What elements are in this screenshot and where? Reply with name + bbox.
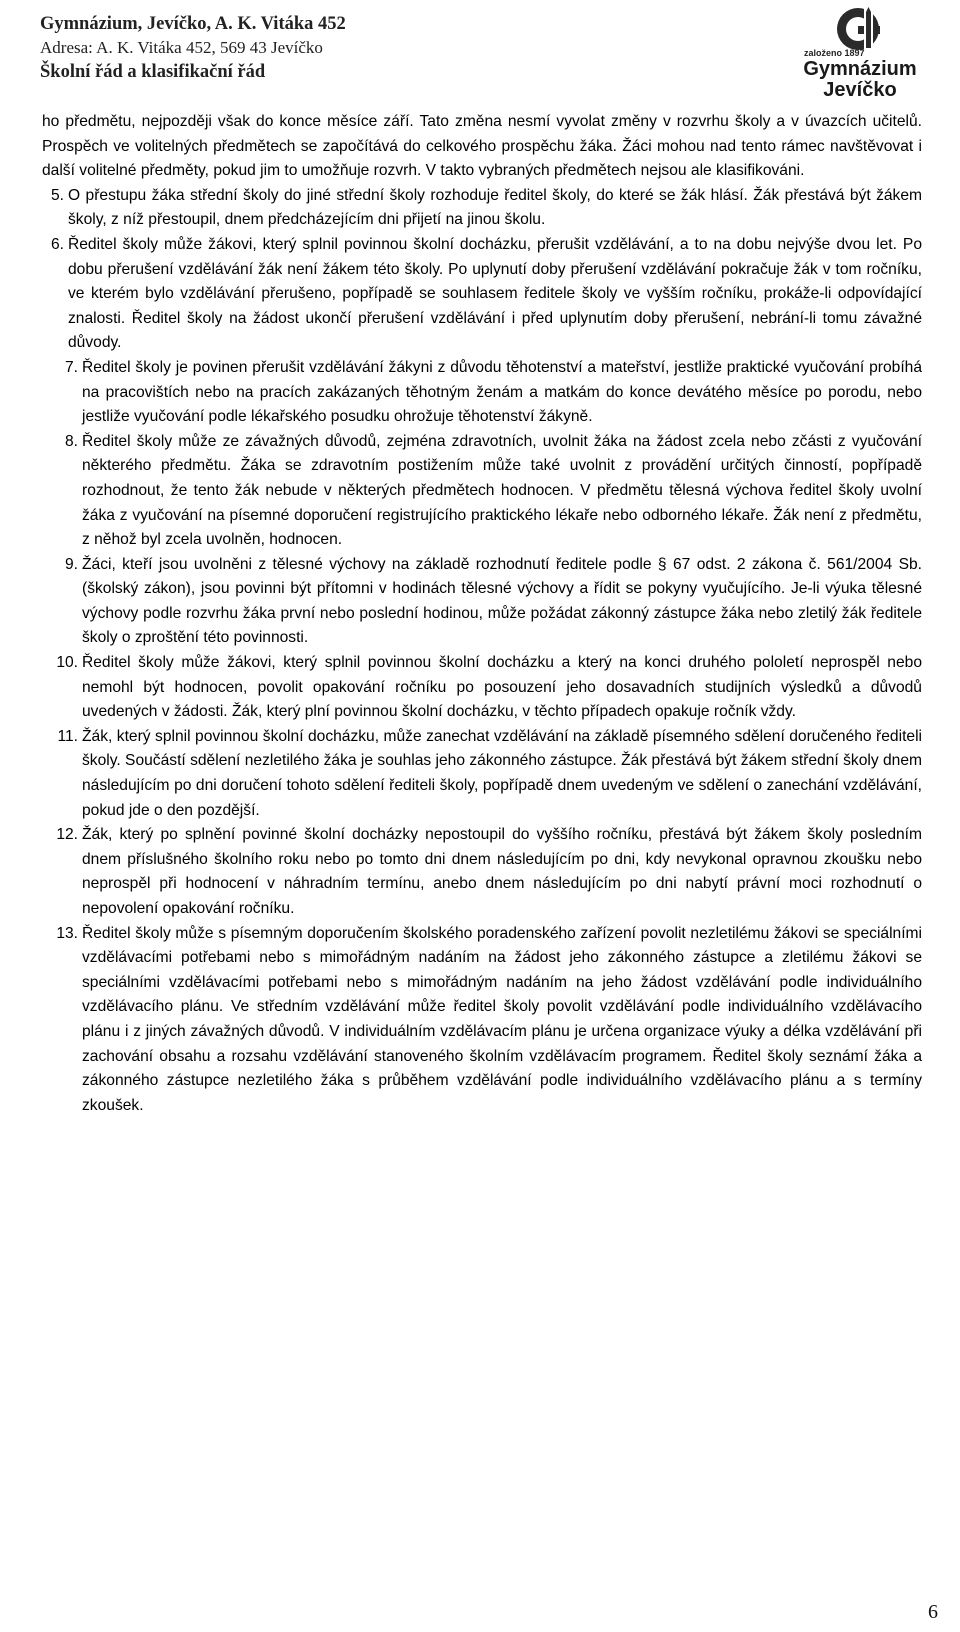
document-title: Školní řád a klasifikační řád bbox=[40, 62, 266, 82]
logo-name-line1: Gymnázium bbox=[803, 58, 917, 80]
list-item bbox=[42, 651, 922, 725]
logo-name-line2: Jevíčko bbox=[823, 79, 897, 101]
item-text: Ředitel školy je povinen přerušit vzdělávání žákyni z důvodu těhotenství a mateřství, jestliže praktické vyučování probíhá na pracovištích nebo na pracích zakázaných těhotným ženám a matkám do konce devátého měsíce po porodu, nebo jestliže vyučování podle lékařského posudku ohrožuje těhotenství žákyně. bbox=[82, 358, 922, 426]
item-text: Žáci, kteří jsou uvolněni z tělesné výchovy na základě rozhodnutí ředitele podle § 67 odst. 2 zákona č. 561/2004 Sb. (školský zákon), jsou povinni být přítomni v hodinách tělesné výchovy a řídit se pokyny vyučujícího. Je-li výuka tělesné výchovy podle rozvrhu žáka první nebo poslední hodinou, může požádat zákonný zástupce žáka nebo zletilý žák ředitele školy o zproštění této povinnosti. bbox=[82, 555, 922, 647]
item-number: 9. bbox=[64, 555, 78, 573]
logo-established: založeno 1897 bbox=[804, 48, 865, 58]
item-number: 5. bbox=[50, 186, 64, 204]
school-logo bbox=[800, 6, 920, 102]
item-text: Ředitel školy může žákovi, který splnil povinnou školní docházku, přerušit vzdělávání, a to na dobu nejvýše dvou let. Po dobu přerušení vzdělávání žák není žákem této školy. Po uplynutí doby přerušení vzdělávání pokračuje žák v tom ročníku, ve kterém bylo vzdělávání přerušeno, popřípadě se souhlasem ředitele školy ve vyšším ročníku, prokáže-li odpovídající znalosti. Ředitel školy na žádost ukončí přerušení vzdělávání i před uplynutím doby přerušení, nebrání-li tomu závažné důvody. bbox=[68, 235, 922, 352]
item-text: O přestupu žáka střední školy do jiné střední školy rozhoduje ředitel školy, do které se žák hlásí. Žák přestává být žákem školy, z níž přestoupil, dnem předcházejícím dni přijetí na jinou školu. bbox=[68, 186, 922, 229]
list-item bbox=[42, 553, 922, 651]
item-number: 12. bbox=[56, 826, 78, 844]
item-number: 6. bbox=[50, 235, 64, 253]
school-address: Adresa: A. K. Vitáka 452, 569 43 Jevíčko bbox=[40, 38, 323, 57]
list-item bbox=[42, 922, 922, 1119]
item-number: 8. bbox=[64, 432, 78, 450]
list-item bbox=[42, 356, 922, 430]
school-name: Gymnázium, Jevíčko, A. K. Vitáka 452 bbox=[40, 14, 346, 34]
list-item bbox=[42, 184, 922, 233]
page-number: 6 bbox=[928, 1601, 938, 1623]
school-info bbox=[40, 12, 346, 84]
item-text: Žák, který po splnění povinné školní docházky nepostoupil do vyššího ročníku, přestává být žákem školy posledním dnem příslušného školního roku nebo po tomto dni dnem následujícím po dni, kdy nevykonal opravnou zkoušku nebo neprospěl při hodnocení v náhradním termínu, anebo dnem následujícím po dni nabytí právní moci rozhodnutí o nepovolení opakování ročníku. bbox=[82, 826, 922, 917]
item-text: Ředitel školy může žákovi, který splnil povinnou školní docházku a který na konci druhého pololetí neprospěl nebo nemohl být hodnocen, povolit opakování ročníku po posouzení jeho dosavadních studijních výsledků a důvodů uvedených v žádosti. Žák, který plní povinnou školní docházku, v těchto případech opakuje ročník vždy. bbox=[82, 654, 922, 721]
item-number: 11. bbox=[57, 727, 78, 745]
item-number: 7. bbox=[64, 358, 78, 376]
item-number: 10. bbox=[56, 654, 78, 672]
item-text: Žák, který splnil povinnou školní docházku, může zanechat vzdělávání na základě písemného sdělení doručeného řediteli školy. Součástí sdělení nezletilého žáka je souhlas jeho zákonného zástupce. Žák přestává být žákem střední školy dnem následujícím po dni doručení tohoto sdělení řediteli školy, popřípadě dnem uvedeným ve sdělení o zanechání vzdělávání, pokud jde o den pozdější. bbox=[82, 727, 922, 819]
school-emblem-icon bbox=[828, 6, 892, 52]
intro-paragraph: ho předmětu, nejpozději však do konce měsíce září. Tato změna nesmí vyvolat změny v rozvrhu školy a v úvazcích učitelů. Prospěch ve volitelných předmětech se započítává do celkového prospěchu žáka. Žáci mohou nad tento rámec navštěvovat i další volitelné předměty, pokud jim to umožňuje rozvrh. V takto vybraných předmětech nejsou ale klasifikováni. bbox=[42, 113, 922, 180]
item-number: 13. bbox=[56, 924, 78, 942]
page-header bbox=[40, 12, 920, 101]
item-text: Ředitel školy může s písemným doporučením školského poradenského zařízení povolit nezletilému žákovi se speciálními vzdělávacími potřebami nebo s mimořádným nadáním na žádost jeho zákonného zástupce a zletilému žákovi se speciálními vzdělávacími potřebami nebo s mimořádným nadáním na jeho žádost vzdělávání podle individuálního vzdělávacího plánu. Ve středním vzdělávání může ředitel školy povolit vzdělávání podle individuálního vzdělávacího plánu i z jiných závažných důvodů. V individuálním vzdělávacím plánu je určena organizace výuky a délka vzdělávání při zachování obsahu a rozsahu vzdělávání stanoveného školním vzdělávacím programem. Ředitel školy seznámí žáka a zákonného zástupce nezletilého žáka s průběhem vzdělávání podle individuálního vzdělávacího plánu a s termíny zkoušek. bbox=[82, 924, 922, 1114]
list-item bbox=[42, 233, 922, 356]
document-body bbox=[42, 110, 922, 1118]
list-item bbox=[42, 725, 922, 823]
item-text: Ředitel školy může ze závažných důvodů, zejména zdravotních, uvolnit žáka na žádost zcela nebo zčásti z vyučování některého předmětu. Žáka se zdravotním postižením může také uvolnit z provádění určitých činností, popřípadě rozhodnout, že tento žák nebude v některých předmětech hodnocen. V předmětu tělesná výchova ředitel školy uvolní žáka z vyučování na písemné doporučení registrujícího praktického lékaře nebo odborného lékaře. Žák není z předmětu, z něhož byl zcela uvolněn, hodnocen. bbox=[82, 432, 922, 549]
list-item bbox=[42, 823, 922, 921]
list-item bbox=[42, 430, 922, 553]
